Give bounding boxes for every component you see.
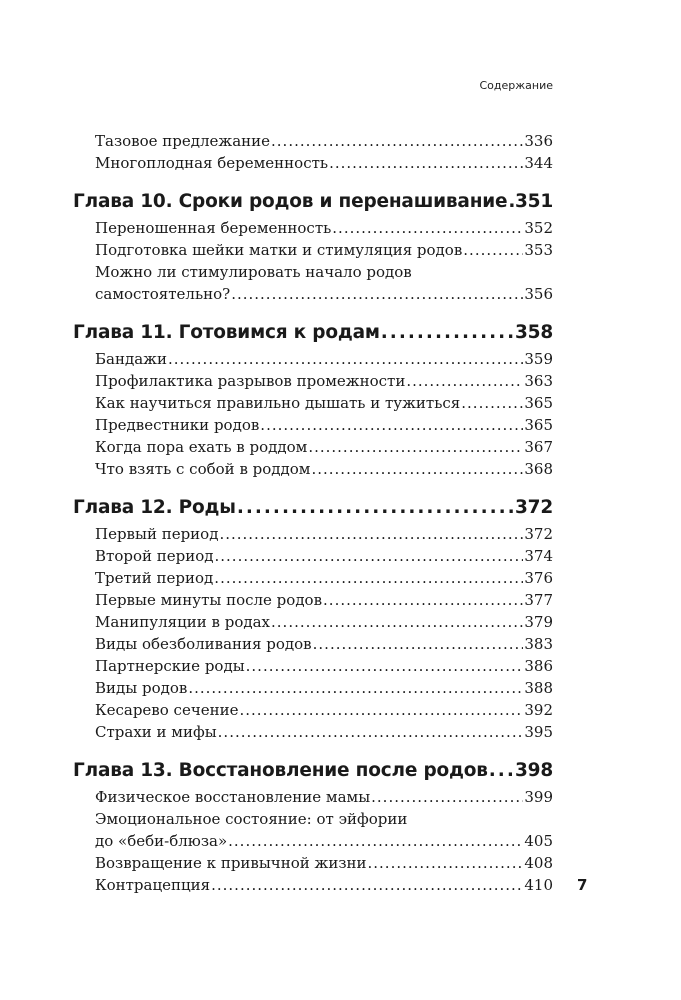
toc-item[interactable] — [73, 436, 553, 458]
dot-leader — [368, 852, 524, 874]
toc-page-number: 365 — [524, 416, 553, 434]
dot-leader — [508, 187, 514, 217]
toc-label: Первый период — [95, 525, 219, 543]
toc-page-number: 353 — [524, 241, 553, 259]
toc-label: Профилактика разрывов промежности — [95, 372, 406, 390]
toc-item[interactable] — [73, 414, 553, 436]
toc-label: Когда пора ехать в роддом — [95, 438, 308, 456]
dot-leader — [313, 633, 524, 655]
toc-item[interactable] — [73, 523, 553, 545]
dot-leader — [246, 655, 524, 677]
toc-item[interactable] — [73, 348, 553, 370]
toc-item[interactable] — [73, 633, 553, 655]
dot-leader — [215, 545, 524, 567]
toc-label: Манипуляции в родах — [95, 613, 271, 631]
toc-page-number: 408 — [524, 854, 553, 872]
toc-label: Предвестники родов — [95, 416, 260, 434]
toc-page-number: 372 — [514, 497, 553, 518]
toc-item[interactable] — [73, 283, 553, 305]
toc-item[interactable] — [73, 458, 553, 480]
toc-page-number: 395 — [524, 723, 553, 741]
toc-label: Возвращение к привычной жизни — [95, 854, 367, 872]
toc-chapter[interactable] — [73, 187, 553, 217]
page-number: 7 — [577, 876, 588, 894]
toc-page-number: 365 — [524, 394, 553, 412]
toc-label: Можно ли стимулировать начало родов — [95, 263, 412, 281]
toc-page-number: 386 — [524, 657, 553, 675]
table-of-contents — [73, 130, 553, 896]
toc-label: Глава 10. Сроки родов и перенашивание — [73, 191, 508, 212]
dot-leader — [228, 830, 523, 852]
toc-page-number: 367 — [524, 438, 553, 456]
toc-label: Переношенная беременность — [95, 219, 332, 237]
toc-label: Второй период — [95, 547, 214, 565]
toc-page-number: 344 — [524, 154, 553, 172]
dot-leader — [323, 589, 523, 611]
dot-leader — [240, 699, 524, 721]
toc-item[interactable] — [73, 655, 553, 677]
toc-item[interactable] — [73, 152, 553, 174]
running-header: Содержание — [479, 79, 553, 92]
toc-page-number: 352 — [524, 219, 553, 237]
dot-leader — [231, 283, 523, 305]
toc-page-number: 376 — [524, 569, 553, 587]
dot-leader — [311, 458, 523, 480]
toc-label: Виды родов — [95, 679, 188, 697]
toc-label: Кесарево сечение — [95, 701, 239, 719]
toc-page-number: 399 — [524, 788, 553, 806]
toc-label: Эмоциональное состояние: от эйфории — [95, 810, 408, 828]
toc-page-number: 383 — [524, 635, 553, 653]
toc-item-line[interactable] — [73, 808, 553, 830]
dot-leader — [218, 721, 524, 743]
toc-page-number: 388 — [524, 679, 553, 697]
toc-page-number: 358 — [514, 322, 553, 343]
toc-item[interactable] — [73, 567, 553, 589]
toc-page-number: 392 — [524, 701, 553, 719]
toc-page-number: 336 — [524, 132, 553, 150]
toc-item[interactable] — [73, 130, 553, 152]
toc-page-number: 377 — [524, 591, 553, 609]
toc-page-number: 410 — [524, 876, 553, 894]
toc-label: Что взять с собой в роддом — [95, 460, 311, 478]
toc-chapter[interactable] — [73, 756, 553, 786]
dot-leader — [211, 874, 523, 896]
toc-label-continued: до «беби-блюза» — [95, 832, 228, 850]
toc-item[interactable] — [73, 217, 553, 239]
dot-leader — [271, 611, 523, 633]
dot-leader — [260, 414, 523, 436]
dot-leader — [381, 318, 514, 348]
toc-page-number: 379 — [524, 613, 553, 631]
toc-item-line[interactable] — [73, 261, 553, 283]
toc-label: Контрацепция — [95, 876, 211, 894]
toc-page-number: 359 — [524, 350, 553, 368]
toc-label: Глава 11. Готовимся к родам — [73, 322, 380, 343]
toc-item[interactable] — [73, 589, 553, 611]
dot-leader — [188, 677, 523, 699]
dot-leader — [271, 130, 523, 152]
toc-item[interactable] — [73, 545, 553, 567]
toc-label: Третий период — [95, 569, 214, 587]
dot-leader — [219, 523, 523, 545]
toc-label: Подготовка шейки матки и стимуляция родов — [95, 241, 463, 259]
toc-item[interactable] — [73, 370, 553, 392]
toc-chapter[interactable] — [73, 493, 553, 523]
toc-label: Глава 13. Восстановление после родов — [73, 760, 488, 781]
toc-item[interactable] — [73, 699, 553, 721]
toc-item[interactable] — [73, 830, 553, 852]
toc-page-number: 374 — [524, 547, 553, 565]
toc-item[interactable] — [73, 874, 553, 896]
dot-leader — [168, 348, 523, 370]
toc-label: Физическое восстановление мамы — [95, 788, 371, 806]
toc-page-number: 363 — [524, 372, 553, 390]
toc-page-number: 405 — [524, 832, 553, 850]
toc-label: Виды обезболивания родов — [95, 635, 312, 653]
toc-item[interactable] — [73, 852, 553, 874]
toc-page-number: 372 — [524, 525, 553, 543]
toc-item[interactable] — [73, 611, 553, 633]
toc-label: Бандажи — [95, 350, 167, 368]
dot-leader — [329, 152, 523, 174]
toc-label-continued: самостоятельно? — [95, 285, 231, 303]
toc-page-number: 368 — [524, 460, 553, 478]
toc-item[interactable] — [73, 239, 553, 261]
dot-leader — [214, 567, 523, 589]
toc-item[interactable] — [73, 392, 553, 414]
toc-page-number: 351 — [514, 191, 553, 212]
toc-item[interactable] — [73, 786, 553, 808]
dot-leader — [461, 392, 523, 414]
toc-label: Первые минуты после родов — [95, 591, 323, 609]
toc-label: Партнерские роды — [95, 657, 245, 675]
toc-label: Тазовое предлежание — [95, 132, 271, 150]
dot-leader — [406, 370, 523, 392]
toc-label: Как научиться правильно дышать и тужиться — [95, 394, 461, 412]
toc-label: Страхи и мифы — [95, 723, 217, 741]
dot-leader — [463, 239, 523, 261]
dot-leader — [332, 217, 523, 239]
dot-leader — [237, 493, 514, 523]
toc-item[interactable] — [73, 677, 553, 699]
toc-label: Многоплодная беременность — [95, 154, 329, 172]
toc-chapter[interactable] — [73, 318, 553, 348]
dot-leader — [489, 756, 514, 786]
toc-item[interactable] — [73, 721, 553, 743]
toc-page-number: 356 — [524, 285, 553, 303]
toc-page-number: 398 — [514, 760, 553, 781]
dot-leader — [371, 786, 523, 808]
dot-leader — [308, 436, 523, 458]
toc-label: Глава 12. Роды — [73, 497, 236, 518]
